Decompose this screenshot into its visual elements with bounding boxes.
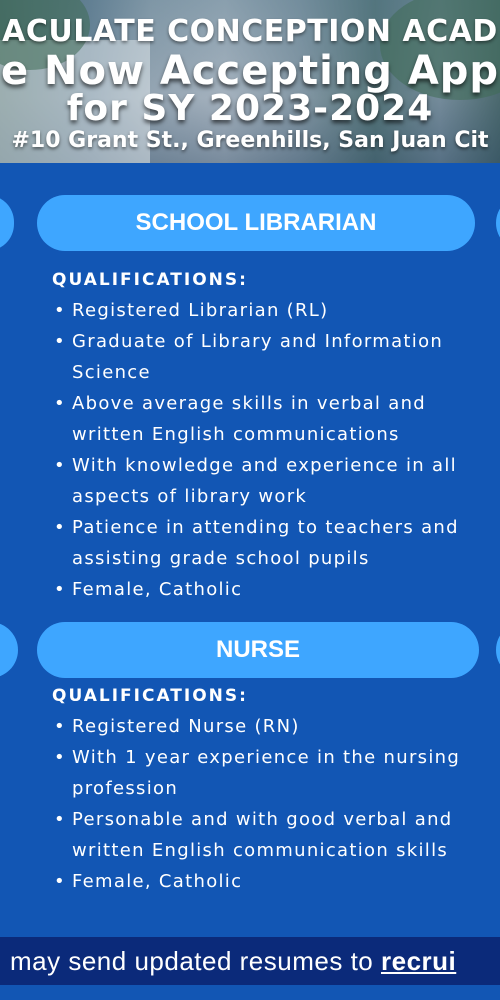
position-title-nurse: NURSE <box>37 622 479 678</box>
list-item: • Patience in attending to teachers and assisting grade school pupils <box>52 512 492 574</box>
list-item: • With 1 year experience in the nursing profession <box>52 742 492 804</box>
footer-text-wrap <box>10 937 456 985</box>
qualifications-heading: QUALIFICATIONS: <box>52 270 248 290</box>
list-item: • Registered Nurse (RN) <box>52 711 492 742</box>
school-name: ACULATE CONCEPTION ACAD <box>2 14 498 49</box>
adjacent-position-pill-left <box>0 195 14 251</box>
footer-banner <box>0 937 500 985</box>
recruitment-email-link[interactable]: recrui <box>380 946 457 976</box>
list-item: • Female, Catholic <box>52 866 492 897</box>
list-item: • Personable and with good verbal and written English communication skills <box>52 804 492 866</box>
school-year-title: for SY 2023-2024 <box>66 88 434 129</box>
position-title-librarian: SCHOOL LIBRARIAN <box>37 195 475 251</box>
list-item: • Registered Librarian (RL) <box>52 295 492 326</box>
list-item: • Above average skills in verbal and written English communications <box>52 388 492 450</box>
qualifications-list <box>52 711 492 897</box>
qualifications-list <box>52 295 492 605</box>
list-item: • Female, Catholic <box>52 574 492 605</box>
header-banner <box>0 0 500 163</box>
footer-text: may send updated resumes to <box>10 946 381 976</box>
adjacent-position-pill-right <box>496 195 500 251</box>
list-item: • Graduate of Library and Information Science <box>52 326 492 388</box>
bottom-band <box>0 985 500 1000</box>
list-item: • With knowledge and experience in all aspects of library work <box>52 450 492 512</box>
adjacent-position-pill-left <box>0 622 18 678</box>
qualifications-heading: QUALIFICATIONS: <box>52 686 248 706</box>
school-address: #10 Grant St., Greenhills, San Juan Cit <box>11 128 489 153</box>
accepting-applications-title: e Now Accepting App <box>0 48 500 94</box>
adjacent-position-pill-right <box>496 622 500 678</box>
